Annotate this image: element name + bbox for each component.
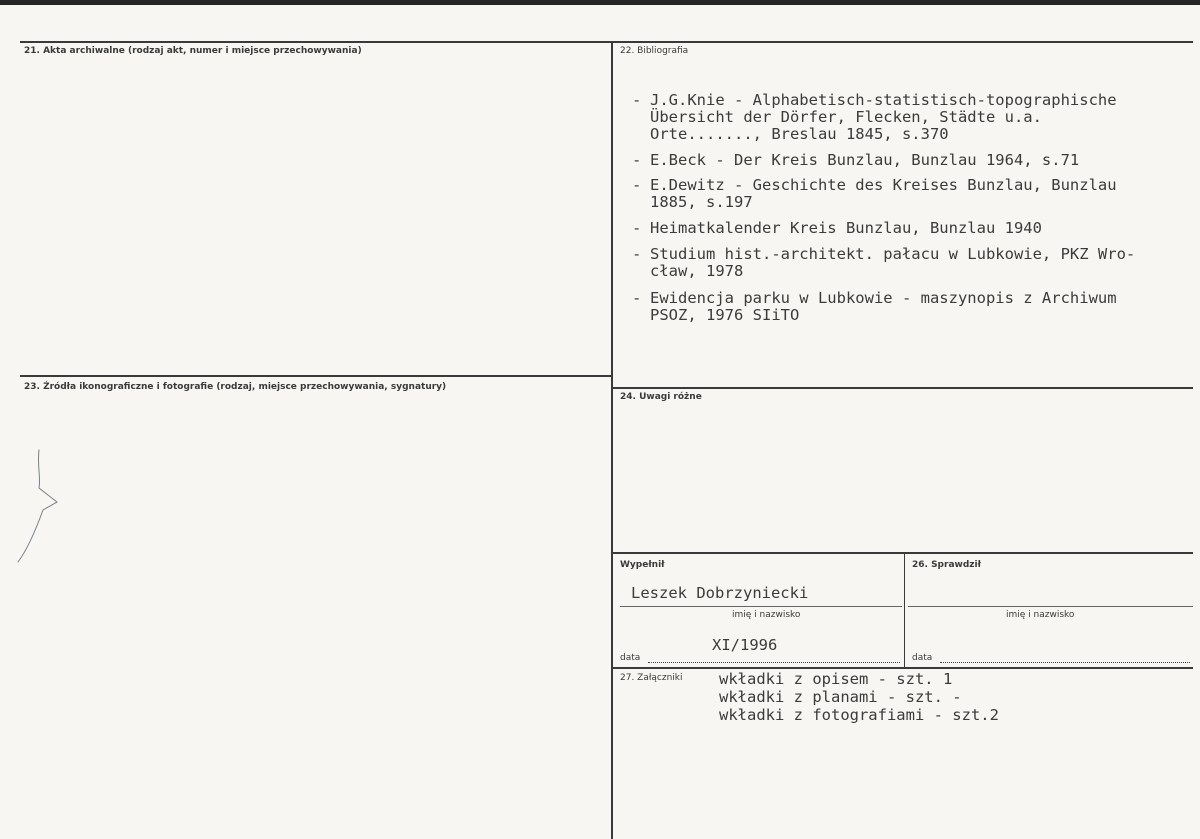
section-27-top-rule (613, 667, 1193, 669)
entry-line: cław, 1978 (650, 262, 744, 280)
section-25-26-divider (904, 554, 905, 668)
date-dotted-line-26 (940, 662, 1190, 663)
entry-line: Übersicht der Dörfer, Flecken, Städte u.a. (650, 108, 1042, 126)
top-edge-band (0, 0, 1200, 5)
section-25-26-top-rule (613, 552, 1193, 554)
entry-dash: - (632, 151, 642, 169)
section-26-label: 26. Sprawdził (912, 560, 981, 570)
section-22-label: 22. Bibliografia (620, 46, 689, 56)
entry-line: Heimatkalender Kreis Bunzlau, Bunzlau 1940 (650, 219, 1042, 237)
entry-line: PSOZ, 1976 SIiTO (650, 306, 800, 324)
section-24-label: 24. Uwagi różne (620, 392, 702, 402)
entry-line: Orte......., Breslau 1845, s.370 (650, 125, 949, 143)
attachment-item: wkładki z opisem - szt. 1 (719, 670, 953, 688)
entry-dash: - (632, 289, 642, 307)
name-caption-26: imię i nazwisko (1006, 610, 1075, 620)
section-23-top-rule (20, 375, 611, 377)
entry-line: J.G.Knie - Alphabetisch-statistisch-topographische (650, 91, 1117, 109)
section-25-label: Wypełnił (620, 560, 665, 570)
entry-dash: - (632, 176, 642, 194)
section-21-label: 21. Akta archiwalne (rodzaj akt, numer i miejsce przechowywania) (24, 46, 362, 56)
date-dotted-line-25 (648, 662, 900, 663)
name-line-25 (620, 606, 902, 607)
filled-date: XI/1996 (712, 636, 778, 654)
pencil-mark (5, 440, 85, 590)
name-caption-25: imię i nazwisko (732, 610, 801, 620)
date-label-25: data (620, 653, 641, 663)
entry-line: E.Dewitz - Geschichte des Kreises Bunzlau, Bunzlau (650, 176, 1117, 194)
section-23-label: 23. Źródła ikonograficzne i fotografie (rodzaj, miejsce przechowywania, sygnatury) (24, 382, 447, 392)
section-22-top-rule (613, 41, 1193, 43)
entry-dash: - (632, 91, 642, 109)
filled-by-name: Leszek Dobrzyniecki (631, 584, 809, 602)
entry-dash: - (632, 219, 642, 237)
center-divider (611, 41, 613, 839)
entry-dash: - (632, 245, 642, 263)
entry-line: Ewidencja parku w Lubkowie - maszynopis z Archiwum (650, 289, 1117, 307)
section-27-label: 27. Załączniki (620, 673, 683, 683)
entry-line: Studium hist.-architekt. pałacu w Lubkowie, PKZ Wro- (650, 245, 1136, 263)
attachment-item: wkładki z planami - szt. - (719, 688, 962, 706)
attachment-item: wkładki z fotografiami - szt.2 (719, 706, 999, 724)
date-label-26: data (912, 653, 933, 663)
name-line-26 (908, 606, 1193, 607)
entry-line: E.Beck - Der Kreis Bunzlau, Bunzlau 1964, s.71 (650, 151, 1080, 169)
entry-line: 1885, s.197 (650, 193, 753, 211)
section-21-top-rule (20, 41, 611, 43)
section-24-top-rule (613, 387, 1193, 389)
